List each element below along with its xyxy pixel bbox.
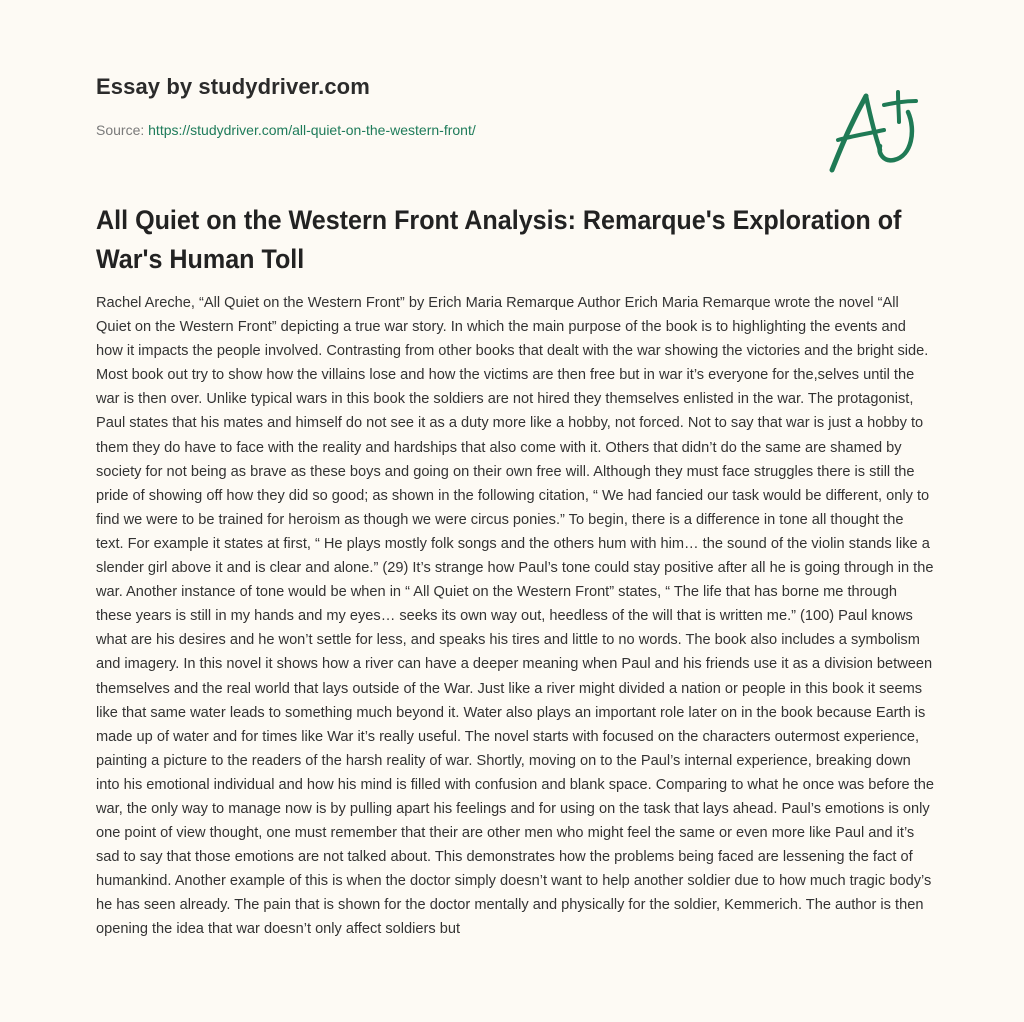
site-title: Essay by studydriver.com xyxy=(96,74,370,99)
essay-title: All Quiet on the Western Front Analysis: Remarque's Exploration of War's Human Toll xyxy=(96,205,902,274)
source-line xyxy=(96,122,476,138)
essay-body: Rachel Areche, “All Quiet on the Western Front” by Erich Maria Remarque Author Erich Maria Remarque wrote the novel “All Quiet on the Western Front” depicting a true war story. In which the main purpose of the book is to highlighting the events and how it impacts the people involved. Contrasting from other books that dealt with the war showing the victories and the bright side. Most book out try to show how the villains lose and how the victims are then free but in war it’s everyone for the,selves until the war is then over. Unlike typical wars in this book the soldiers are not hired they themselves enlisted in the war. The protagonist, Paul states that his mates and himself do not see it as a duty more like a hobby, not forced. Not to say that war is just a hobby to them they do have to face with the reality and hardships that also come with it. Others that didn’t do the same are shamed by society for not being as brave as these boys and going on their own free will. Although they must face struggles there is still the pride of showing off how they did so good; as shown in the following citation, “ We had fancied our task would be different, only to find we were to be trained for heroism as though we were circus ponies.” To begin, there is a difference in tone all thought the text. For example it states at first, “ He plays mostly folk songs and the others hum with him… the sound of the violin stands like a slender girl above it and is clear and alone.” (29) It’s strange how Paul’s tone could stay positive after all he is going through in the war. Another instance of tone would be when in “ All Quiet on the Western Front” states, “ The life that has borne me through these years is still in my hands and my eyes… seeks its own way out, heedless of the will that is written me.” (100) Paul knows what are his desires and he won’t settle for less, and speaks his tires and little to no words. The book also includes a symbolism and imagery. In this novel it shows how a river can have a deeper meaning when Paul and his friends use it as a division between themselves and the real world that lays outside of the War. Just like a river might divided a nation or people in this book it seems like that same water leads to something much beyond it. Water also plays an important role later on in the book because Earth is made up of water and for times like War it’s really useful. The novel starts with focused on the characters outermost experience, painting a picture to the readers of the harsh reality of war. Shortly, moving on to the Paul’s internal experience, breaking down into his emotional individual and how his mind is filled with confusion and blank space. Comparing to what he once was before the war, the only way to manage now is by pulling apart his feelings and for using on the task that lays ahead. Paul’s emotions is only one point of view thought, one must remember that their are other men who might feel the same or even more like Paul and it’s sad to say that those emotions are not talked about. This demonstrates how the problems being faced are lessening the fact of humankind. Another example of this is when the doctor simply doesn’t want to help another soldier due to how much tragic body’s he has seen already. The pain that is shown for the doctor mentally and physically for the soldier, Kemmerich. The author is then opening the idea that war doesn’t only affect soldiers but xyxy=(96,295,935,938)
a-plus-grade-icon xyxy=(822,70,932,180)
source-link[interactable]: https://studydriver.com/all-quiet-on-the-western-front/ xyxy=(148,122,476,138)
source-label: Source: xyxy=(96,122,145,138)
